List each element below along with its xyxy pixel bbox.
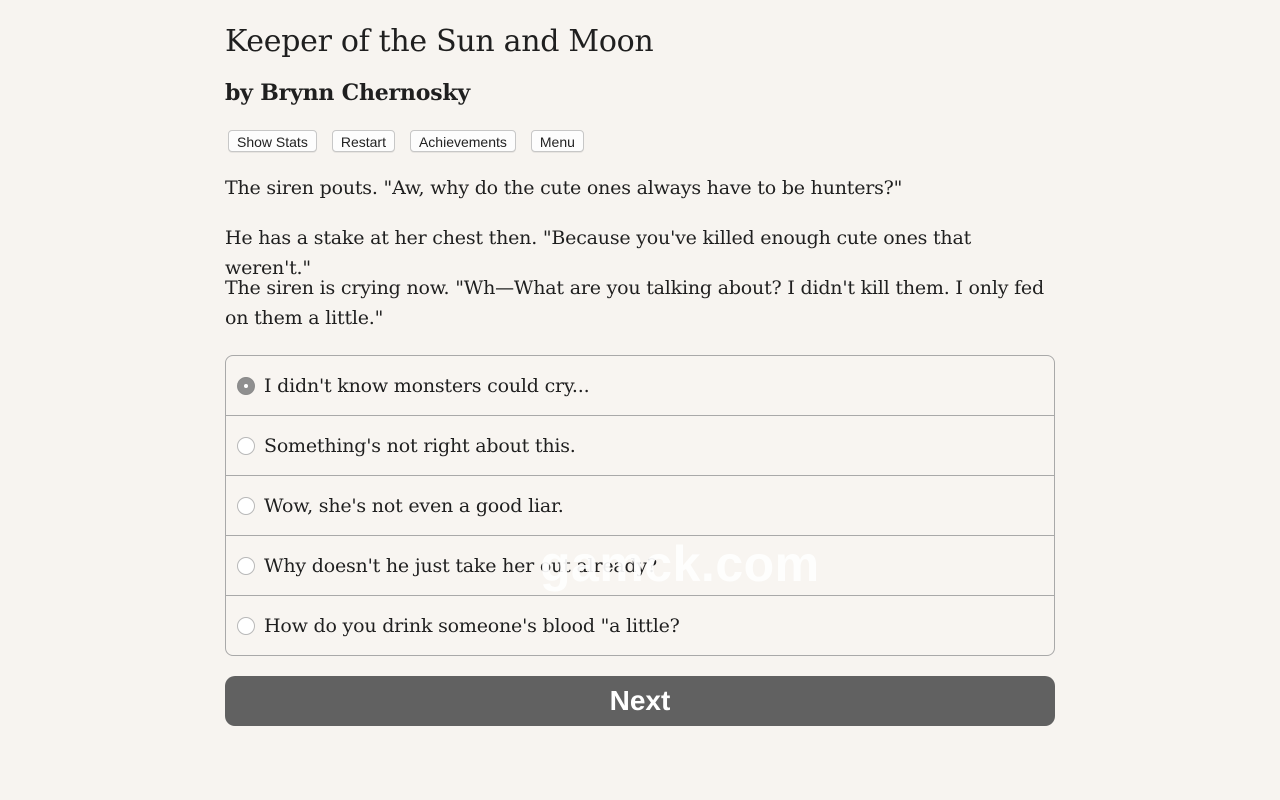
radio-icon[interactable] [237, 437, 255, 455]
choice-label: How do you drink someone's blood "a little? [264, 615, 680, 637]
choice-label: I didn't know monsters could cry... [264, 374, 590, 397]
story-paragraph: The siren is crying now. "Wh—What are you talking about? I didn't kill them. I only fed on them a little." [225, 277, 1044, 329]
toolbar [228, 130, 584, 152]
radio-selected-icon[interactable] [237, 377, 255, 395]
choice-option[interactable] [226, 476, 1054, 536]
show-stats-button[interactable]: Show Stats [228, 130, 317, 152]
author-byline: by Brynn Chernosky [225, 80, 471, 106]
choice-label: Why doesn't he just take her out already? [264, 554, 657, 577]
radio-icon[interactable] [237, 557, 255, 575]
achievements-button[interactable]: Achievements [410, 130, 516, 152]
choice-list [225, 355, 1055, 656]
choice-option[interactable] [226, 596, 1054, 656]
radio-icon[interactable] [237, 617, 255, 635]
choice-label: Something's not right about this. [264, 434, 576, 457]
choice-label: Wow, she's not even a good liar. [264, 494, 564, 517]
radio-icon[interactable] [237, 497, 255, 515]
story-paragraph: He has a stake at her chest then. "Because you've killed enough cute ones that weren't." [225, 227, 972, 279]
next-button[interactable]: Next [225, 676, 1055, 726]
story-paragraph: The siren pouts. "Aw, why do the cute ones always have to be hunters?" [225, 177, 903, 199]
choice-option[interactable] [226, 416, 1054, 476]
watermark-text: gamck.com [540, 536, 820, 592]
restart-button[interactable]: Restart [332, 130, 395, 152]
game-title: Keeper of the Sun and Moon [225, 24, 654, 59]
menu-button[interactable]: Menu [531, 130, 584, 152]
choice-option[interactable] [226, 536, 1054, 596]
choice-option[interactable] [226, 356, 1054, 416]
